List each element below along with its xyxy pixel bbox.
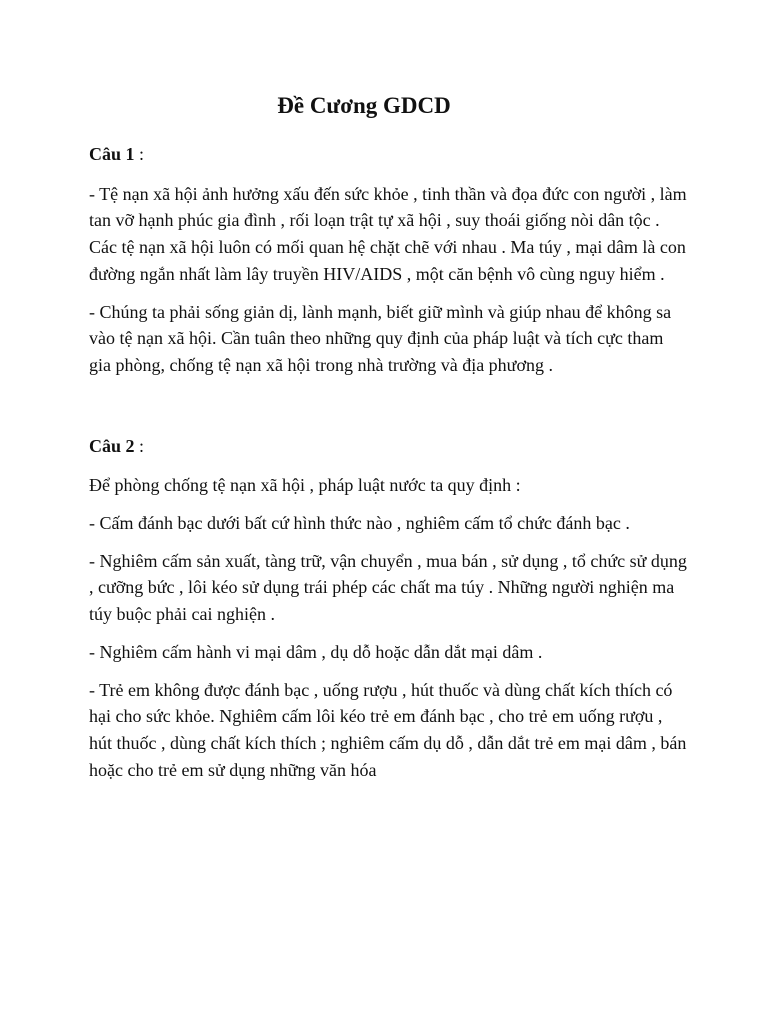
paragraph: - Nghiêm cấm hành vi mại dâm , dụ dỗ hoặc dẫn dắt mại dâm .	[89, 641, 543, 662]
section-heading-suffix: :	[134, 144, 145, 164]
section-heading-suffix: :	[134, 435, 145, 456]
section-heading	[89, 433, 689, 460]
section-heading	[89, 141, 689, 168]
document-body	[89, 141, 689, 783]
paragraph: - Cấm đánh bạc dưới bất cứ hình thức nào , nghiêm cấm tổ chức đánh bạc .	[89, 513, 630, 534]
document-title: Đề Cương GDCD	[277, 93, 451, 118]
section-heading-label: Câu 1	[89, 144, 135, 164]
paragraph: - Tệ nạn xã hội ảnh hưởng xấu đến sức khỏe , tinh thần và đọa đức con người , làm tan vỡ hạnh phúc gia đình , rối loạn trật tự xã hội , suy thoái giống nòi dân tộc . Các tệ nạn xã hội luôn có mối quan hệ chặt chẽ với nhau . Ma túy , mại dâm là con đường ngắn nhất làm lây truyền HIV/AIDS , một căn bệnh vô cùng nguy hiểm .	[89, 183, 687, 284]
paragraph: - Trẻ em không được đánh bạc , uống rượu , hút thuốc và dùng chất kích thích có hại cho sức khỏe. Nghiêm cấm lôi kéo trẻ em đánh bạc , cho trẻ em uống rượu , hút thuốc , dùng chất kích thích ; nghiêm cấm dụ dỗ , dẫn dắt trẻ em mại dâm , bán hoặc cho trẻ em sử dụng những văn hóa	[89, 679, 687, 780]
paragraph: - Chúng ta phải sống giản dị, lành mạnh, biết giữ mình và giúp nhau để không sa vào tệ nạn xã hội. Cần tuân theo những quy định của pháp luật và tích cực tham gia phòng, chống tệ nạn xã hội trong nhà trường và địa phương .	[89, 301, 672, 375]
paragraph: - Nghiêm cấm sản xuất, tàng trữ, vận chuyển , mua bán , sử dụng , tổ chức sử dụng , cưỡng bức , lôi kéo sử dụng trái phép các chất ma túy . Những người nghiện ma túy buộc phải cai nghiện .	[89, 550, 687, 625]
paragraph: Để phòng chống tệ nạn xã hội , pháp luật nước ta quy định :	[89, 475, 521, 496]
section-heading-label: Câu 2	[89, 435, 135, 456]
